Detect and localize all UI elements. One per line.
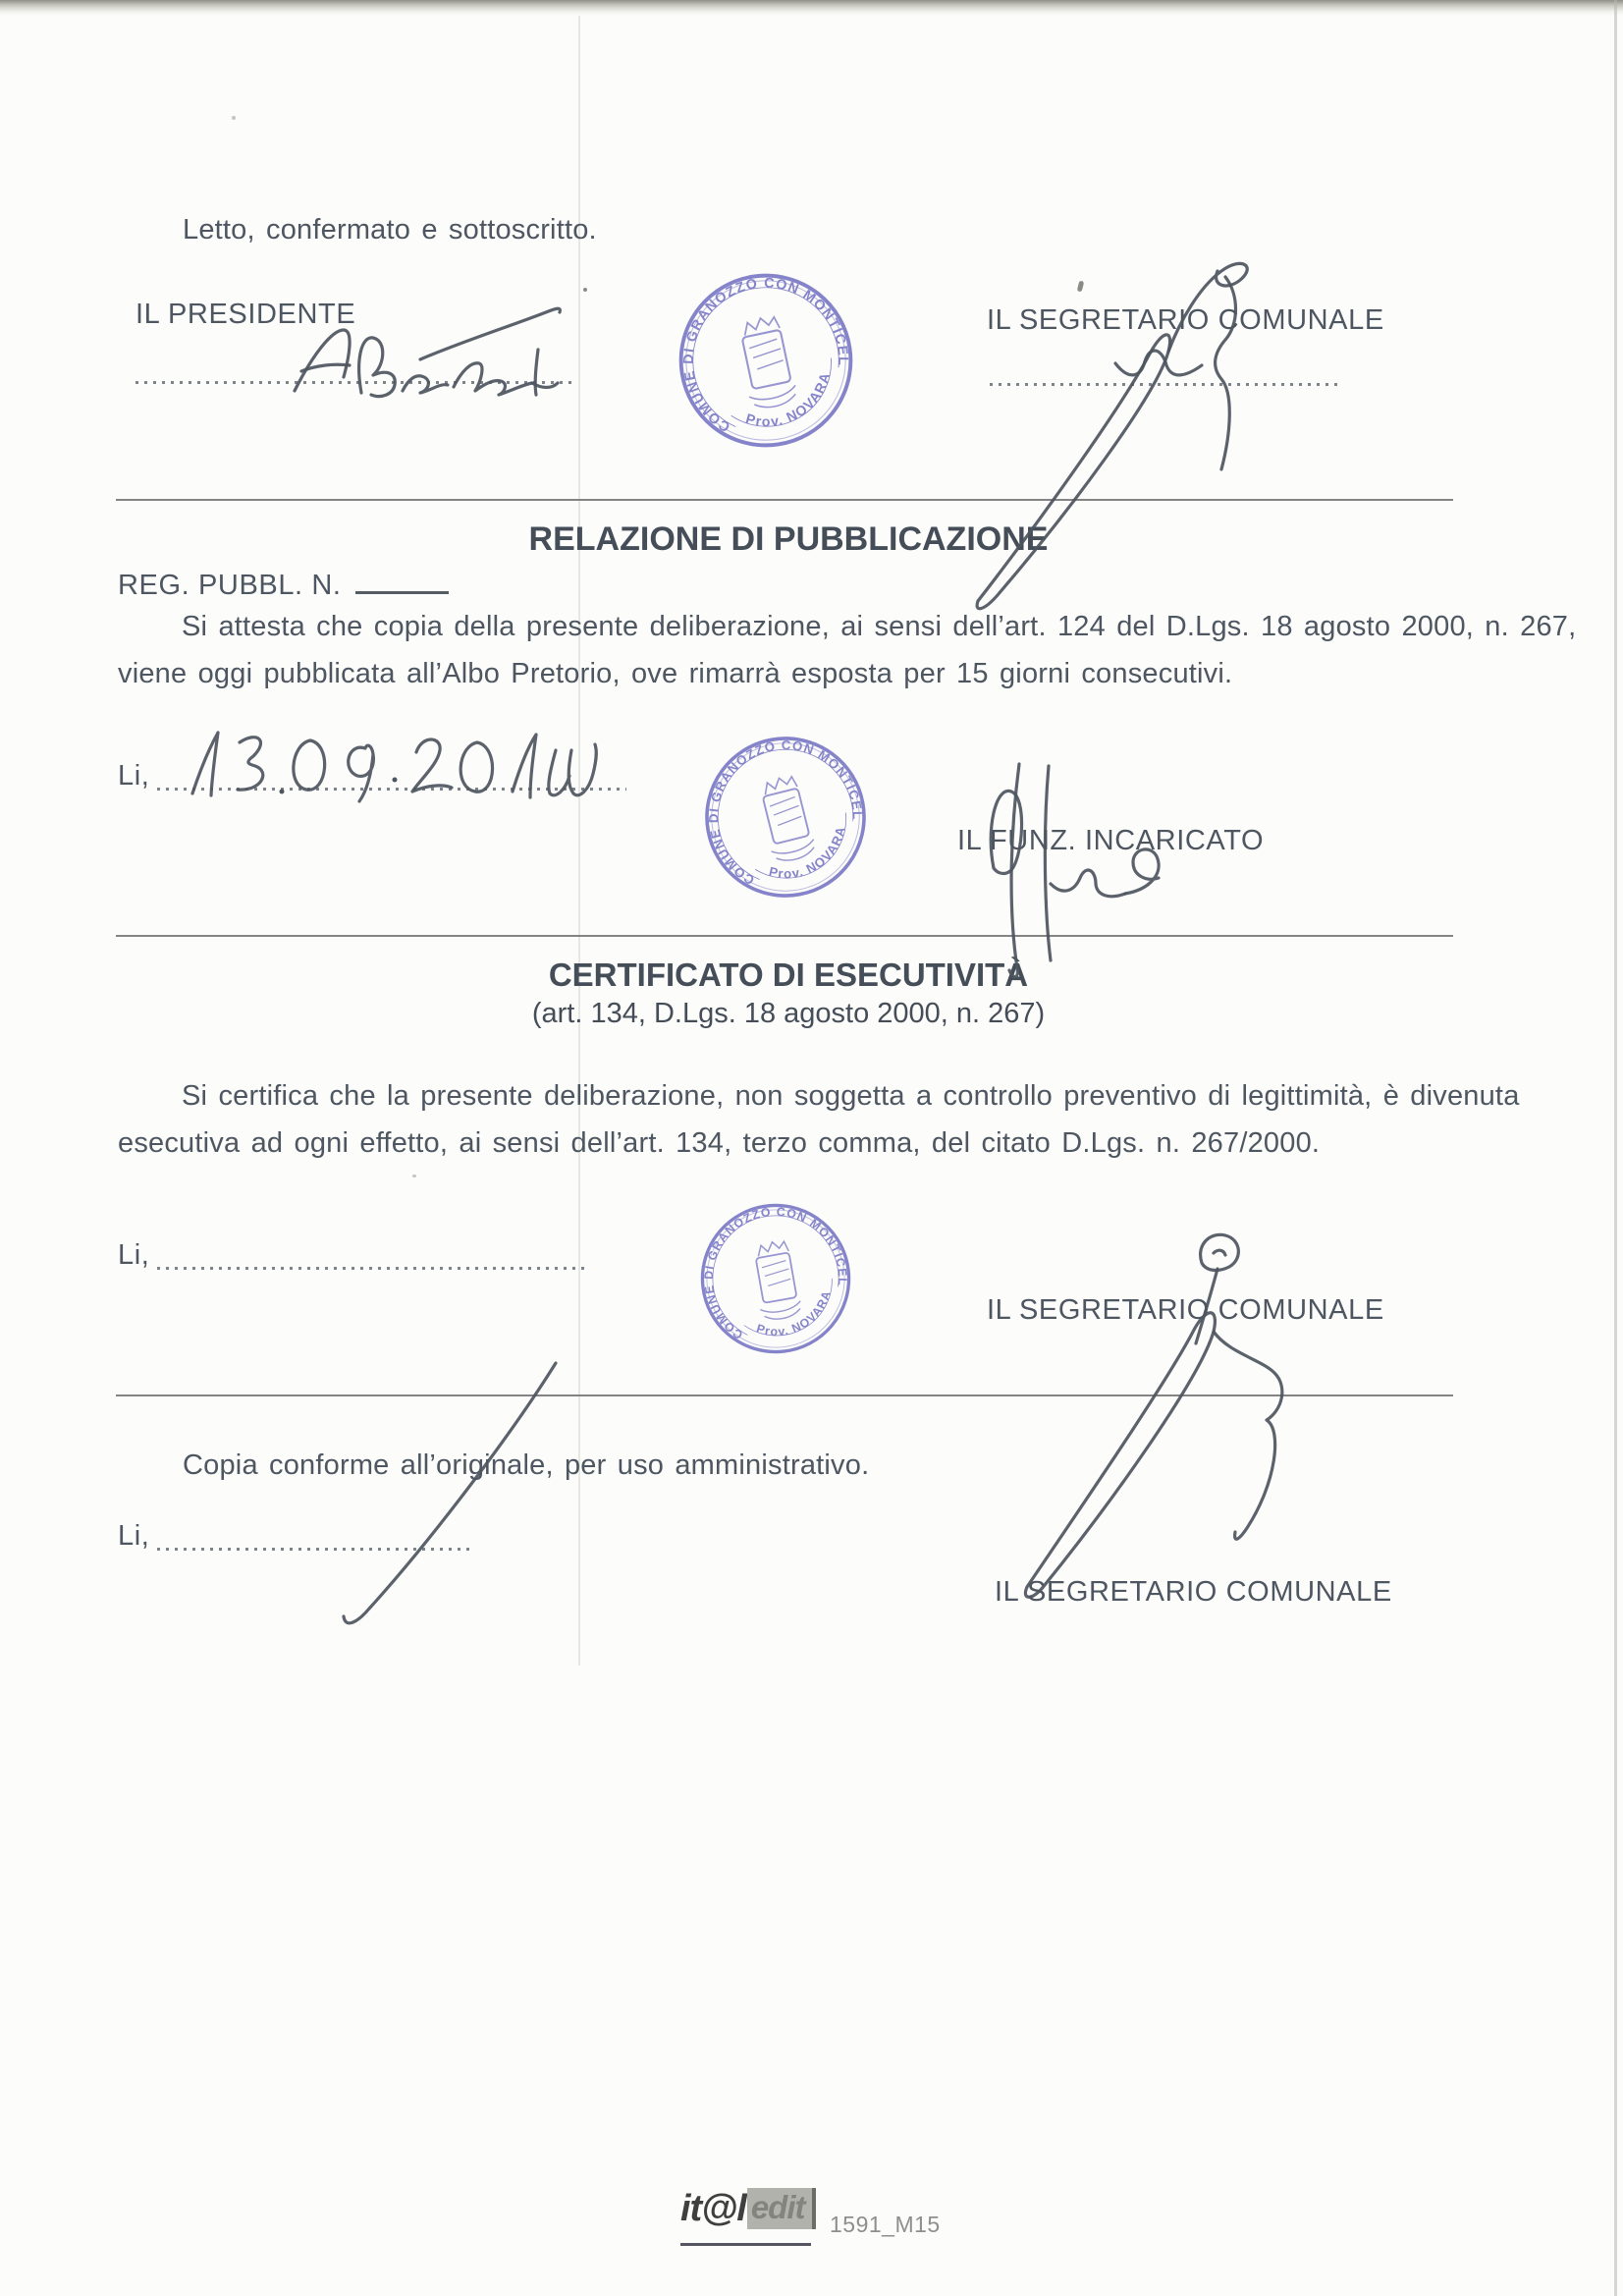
scan-edge-artifact <box>1614 0 1617 2296</box>
closing-line: Letto, confermato e sottoscritto. <box>183 214 597 246</box>
president-signature-line <box>135 381 577 384</box>
municipal-stamp <box>657 1170 885 1388</box>
enforceability-title: CERTIFICATO DI ESECUTIVITÀ <box>548 957 1029 993</box>
section-divider <box>116 935 1453 937</box>
publication-date-line <box>157 788 626 791</box>
publication-body-line1: Si attesta che copia della presente deliberazione, ai sensi dell’art. 124 del D.Lgs. 18 agosto 2000, n. 267, <box>182 611 1577 642</box>
publication-body-line2: viene oggi pubblicata all’Albo Pretorio, ove rimarrà esposta per 15 giorni consecutivi. <box>118 658 1233 689</box>
footer-logo-text: it@l <box>680 2188 746 2229</box>
section-divider <box>116 499 1453 501</box>
secretary-signature-line <box>990 383 1343 386</box>
stray-pen-stroke-ink <box>344 1363 556 1623</box>
enforceability-subtitle: (art. 134, D.Lgs. 18 agosto 2000, n. 267) <box>531 998 1046 1029</box>
municipal-stamp <box>655 698 905 937</box>
svg-text:Prov. NOVARA: Prov. NOVARA <box>767 824 849 882</box>
scan-speck <box>232 116 236 120</box>
scan-speck <box>583 288 587 292</box>
secretary-label-top: IL SEGRETARIO COMUNALE <box>987 304 1384 336</box>
stamp-emblem <box>626 233 893 488</box>
svg-text:Prov. NOVARA: Prov. NOVARA <box>754 1288 835 1339</box>
scan-speck <box>412 1175 416 1177</box>
stamp-emblem <box>657 1170 885 1388</box>
president-label: IL PRESIDENTE <box>135 299 356 330</box>
secretary-label-bottom: IL SEGRETARIO COMUNALE <box>995 1576 1392 1608</box>
svg-text:Prov. NOVARA: Prov. NOVARA <box>743 370 835 431</box>
enforceability-date-line <box>157 1267 589 1270</box>
enforceability-body-line2: esecutiva ad ogni effetto, ai sensi dell’art. 134, terzo comma, del citato D.Lgs. n. 267/2000. <box>118 1127 1321 1159</box>
svg-text:COMUNE DI GRANOZZO CON MONTICE: COMUNE DI GRANOZZO CON MONTICELLO <box>655 738 865 889</box>
form-code: 1591_M15 <box>830 2212 941 2237</box>
official-in-charge-label: IL FUNZ. INCARICATO <box>957 825 1265 856</box>
certified-copy-date-label: Li, <box>118 1520 150 1552</box>
svg-text:COMUNE DI GRANOZZO CON MONTICE: COMUNE DI GRANOZZO CON MONTICELLO <box>626 275 851 435</box>
enforceability-body-line1: Si certifica che la presente deliberazione, non soggetta a controllo preventivo di legittimità, è divenuta <box>182 1080 1520 1112</box>
publication-date-label: Li, <box>118 760 150 792</box>
register-label: REG. PUBBL. N. <box>118 570 342 601</box>
footer-logo <box>680 2188 816 2231</box>
scan-streak-artifact <box>578 16 580 1666</box>
secretary-signature-middle-ink <box>1025 1234 1281 1597</box>
certified-copy-line: Copia conforme all’originale, per uso amministrativo. <box>183 1449 870 1481</box>
publication-register-number <box>118 566 449 602</box>
enforceability-date-label: Li, <box>118 1239 150 1271</box>
secretary-label-middle: IL SEGRETARIO COMUNALE <box>987 1294 1384 1326</box>
publication-title: RELAZIONE DI PUBBLICAZIONE <box>528 520 1049 558</box>
register-number-blank <box>355 566 449 594</box>
certified-copy-date-line <box>157 1548 471 1551</box>
section-divider <box>116 1394 1453 1396</box>
footer-logo-box: edit <box>747 2188 816 2229</box>
stamp-emblem <box>655 698 905 937</box>
official-signature-ink <box>991 764 1159 977</box>
scan-edge-artifact <box>0 0 1623 16</box>
footer-logo-underline <box>680 2243 811 2246</box>
scan-speck <box>1077 281 1085 293</box>
handwritten-date-ink <box>192 733 596 801</box>
svg-text:COMUNE DI GRANOZZO CON MONTICE: COMUNE DI GRANOZZO CON MONTICELLO <box>657 1204 850 1342</box>
municipal-stamp <box>626 233 893 488</box>
